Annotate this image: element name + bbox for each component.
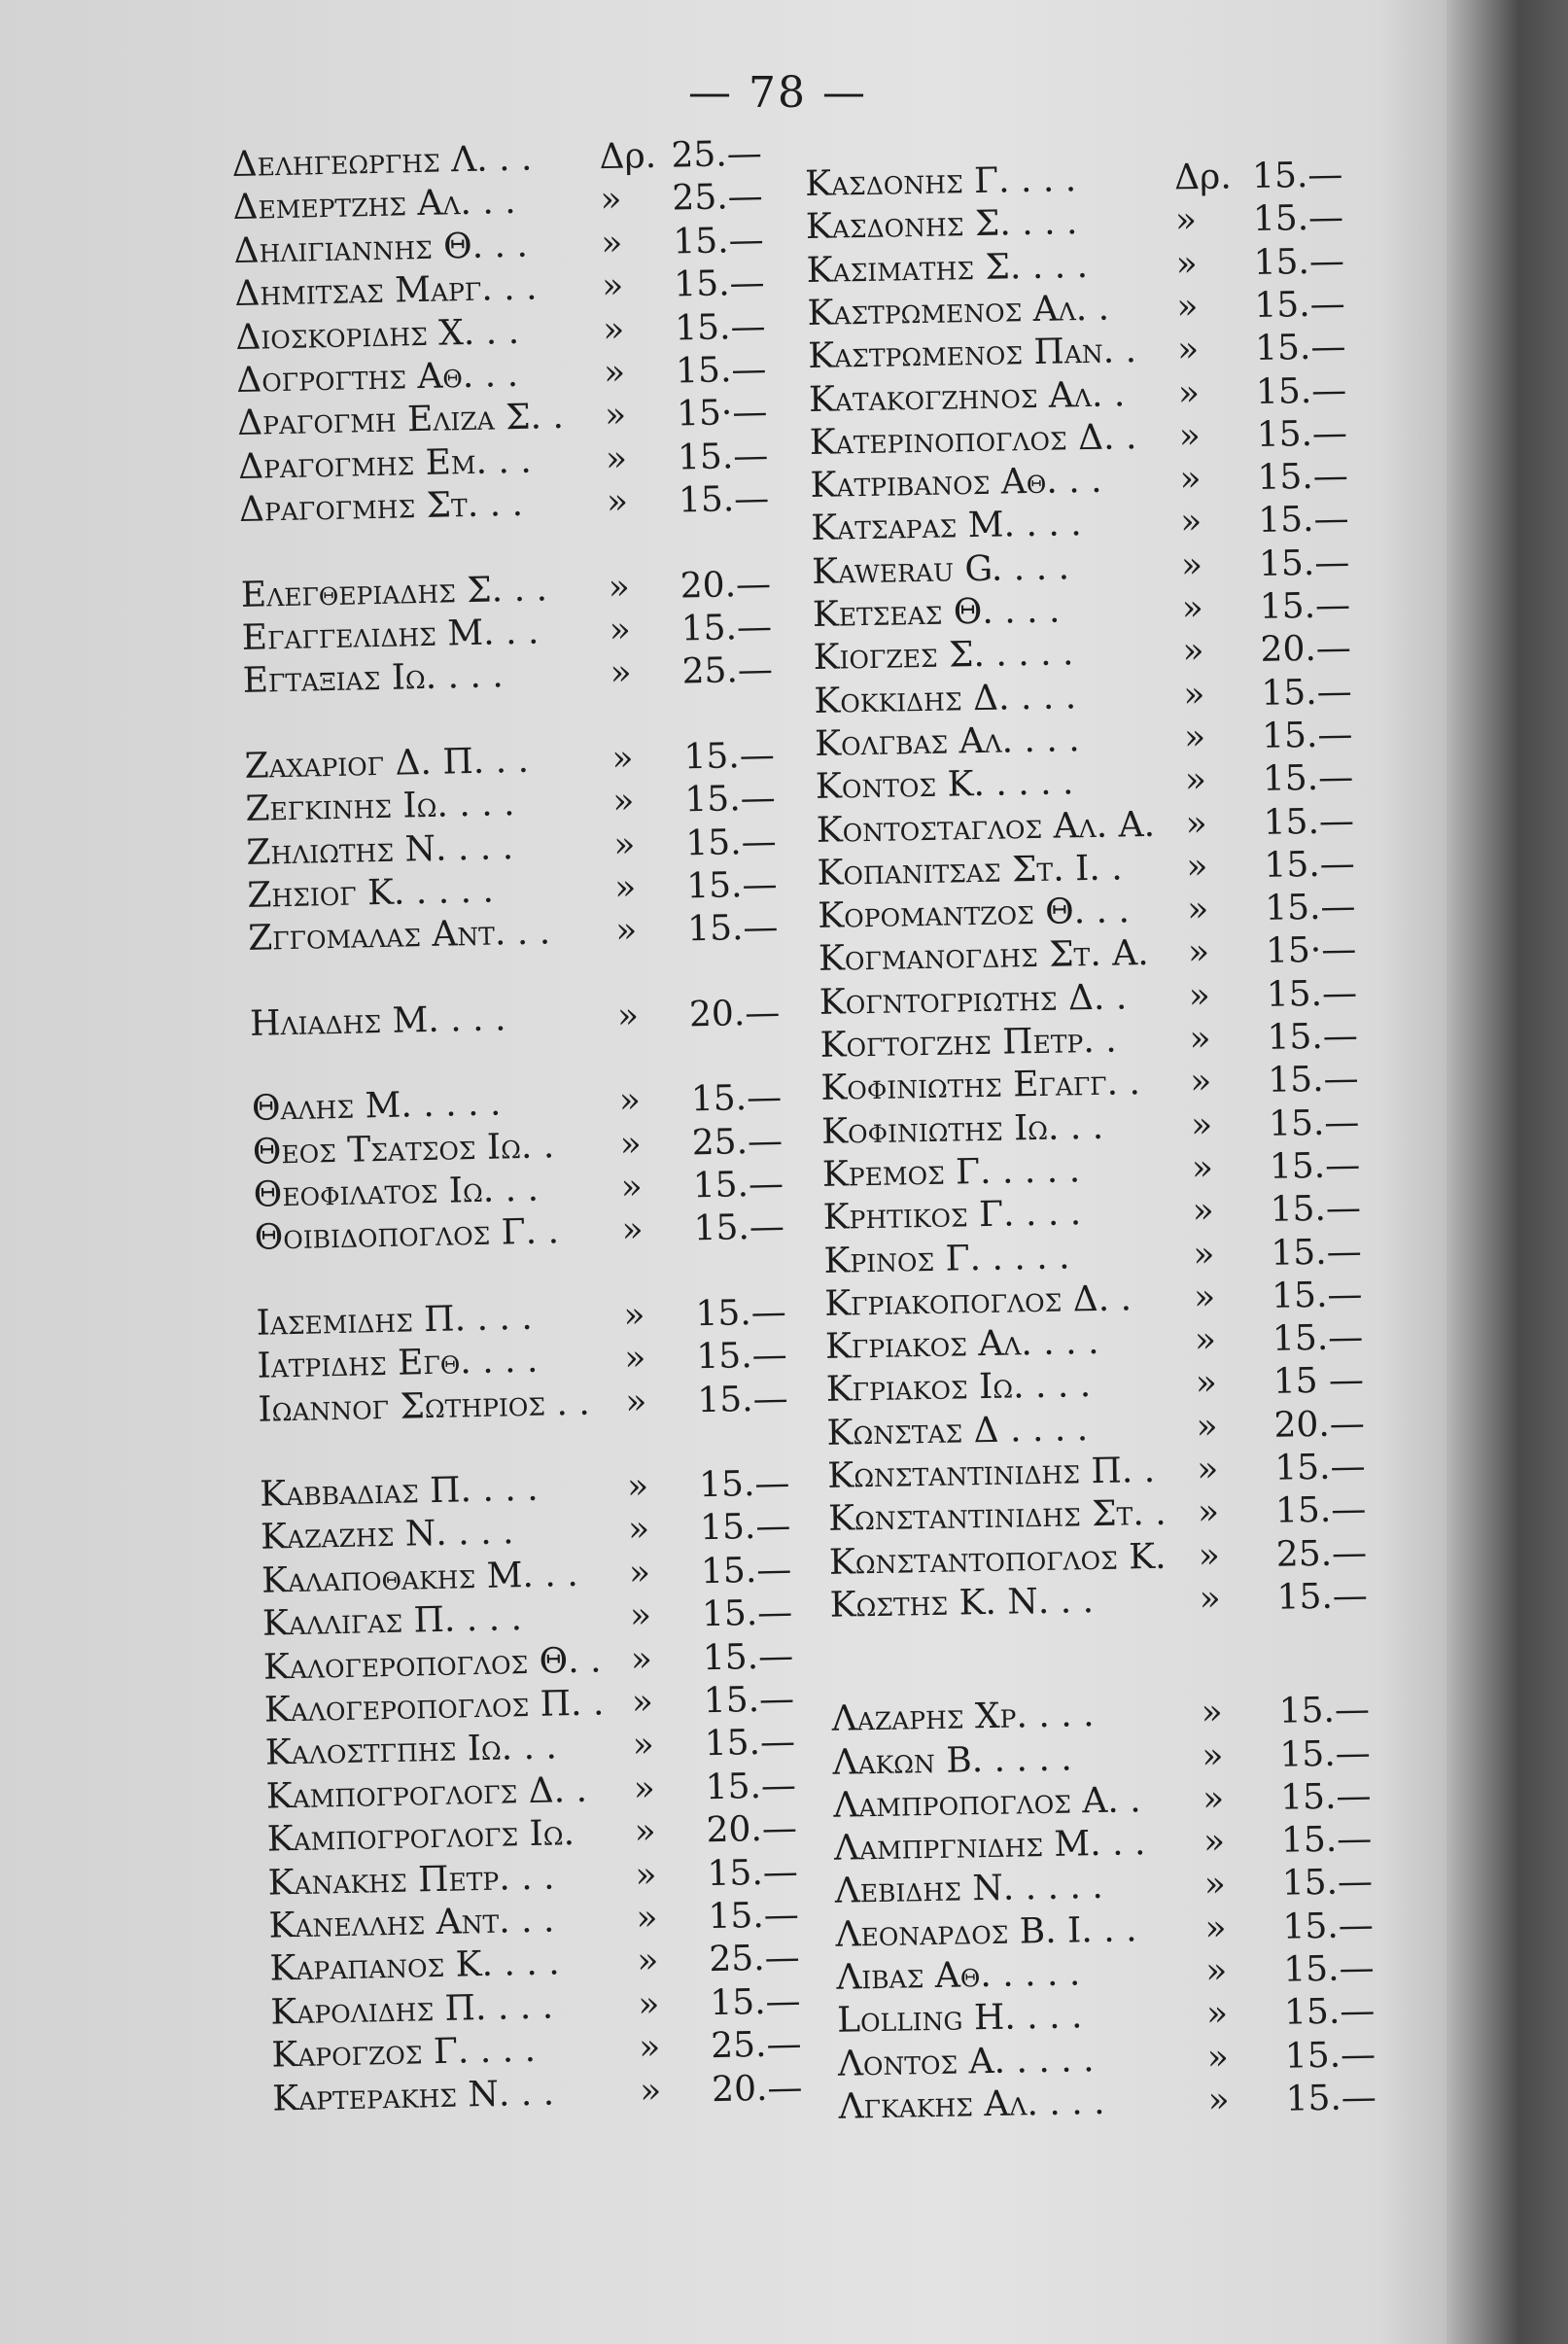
subscriber-name: Λακων Β. . . . . [832,1737,1073,1783]
amount: 15.— [1259,585,1351,627]
subscriber-name: Ιωαννογ Σωτηριος . . [258,1382,591,1430]
subscriber-name: Καρολιδης Π. . . . [269,1986,554,2033]
subscriber-name: Καλοστγπης Ιω. . . [264,1727,558,1774]
currency-mark: » [638,2027,661,2068]
currency-mark: » [1202,1821,1226,1863]
currency-mark: » [611,781,635,822]
amount: 25.— [1275,1532,1368,1575]
currency-mark: » [608,567,631,608]
currency-mark: » [1176,330,1200,370]
currency-mark: » [1179,459,1202,500]
amount: 15.— [1254,327,1346,369]
subscriber-name: Καραπανος Κ. . . . [269,1942,561,1990]
subscriber-name: Κογντογριωτης Δ. . [819,977,1128,1023]
currency-mark: » [605,438,628,479]
subscriber-name: Εγαγγελιδης Μ. . . [241,612,540,658]
amount: 15.— [1266,972,1358,1015]
currency-mark: » [1183,717,1206,758]
currency-mark: » [1194,1319,1217,1361]
amount: 25.— [681,649,774,692]
amount: 15.— [1282,1948,1375,1990]
subscriber-name: Λιβας Αθ. . . . . [836,1953,1081,1998]
subscriber-name: Δογρογτης Αθ. . . [235,354,519,401]
currency-mark: Δρ. [599,135,657,178]
subscriber-name: Δραγογμης Εμ. . . [237,440,533,487]
amount: 20.— [688,993,781,1035]
currency-mark: » [1183,674,1205,715]
amount: 15.— [1262,757,1354,800]
subscriber-name: Καρτερακης Ν. . . [271,2073,555,2119]
subscriber-name: Κασιματης Σ. . . . [806,245,1089,291]
subscriber-name: Ζγγομαλας Αντ. . . [247,912,551,960]
currency-mark: » [601,265,624,307]
currency-mark: » [1204,1907,1227,1948]
subscriber-name: Καμπογρογλογς Ιω. [266,1813,575,1860]
amount: 15.— [708,1895,800,1938]
subscriber-name: Κατσαρας Μ. . . . [810,504,1082,549]
amount: 15.— [677,436,769,478]
amount: 15.— [1276,1576,1369,1618]
amount: 15.— [1264,887,1356,928]
subscriber-name: Κατερινοπογλος Δ. . [809,416,1137,463]
amount: 15.— [1278,1690,1371,1732]
amount: 15.— [703,1679,795,1722]
amount: 15·— [1265,929,1357,972]
amount: 15.— [1285,2077,1377,2119]
amount: 15.— [1261,715,1353,756]
currency-mark: » [1186,889,1209,930]
amount: 25.— [671,133,763,176]
currency-mark: » [1196,1406,1218,1447]
subscriber-name: Δηλιγιαννης Θ. . . [233,225,529,271]
amount: 15.— [1264,844,1356,886]
amount: 15.— [1257,456,1349,499]
amount: 15.— [1253,240,1345,283]
currency-mark: » [1176,286,1199,328]
currency-mark: » [627,1509,650,1551]
amount: 15.— [1283,1991,1376,2034]
currency-mark: » [610,652,633,694]
currency-mark: » [1184,760,1207,801]
subscriber-name: Κρεμος Γ. . . . . [821,1150,1081,1195]
currency-mark: » [600,223,623,263]
amount: 15.— [683,778,777,821]
amount: 15.— [1273,1447,1366,1488]
amount: 15.— [1268,1102,1360,1144]
currency-mark: » [1202,1778,1225,1819]
amount: 15.— [695,1335,788,1378]
subscriber-name: Λαμπροπογλος Α. . [832,1780,1142,1826]
currency-mark: » [1174,200,1198,241]
amount: 15.— [674,306,766,349]
amount: 15.— [1251,155,1343,197]
subscriber-name: Λεοναρδος Β. Ι. . . [835,1909,1137,1955]
currency-mark: » [1177,372,1201,413]
currency-mark: » [1198,1535,1221,1576]
amount: 15.— [684,822,778,864]
amount: 15.— [683,735,776,778]
amount: 15.— [1282,1905,1375,1947]
currency-mark: » [1190,1104,1213,1145]
subscriber-name: Καλογεροπογλος Π. . [263,1683,605,1731]
book-spine-shadow [1446,0,1568,2344]
currency-mark: » [1175,243,1199,284]
currency-mark: » [604,395,627,437]
amount: 15.— [692,1164,784,1207]
currency-mark: » [1186,846,1208,888]
page-number: — 78 — [688,68,867,118]
subscriber-name: Κοντοσταγλος Αλ. Α. [816,804,1156,851]
subscriber-name: Κορομαντζος Θ. . . [817,891,1131,937]
currency-mark: » [616,996,640,1036]
currency-mark: » [612,824,636,865]
amount: 15.— [1270,1188,1362,1231]
subscriber-name: Κγριακος Αλ. . . . [824,1322,1099,1367]
currency-mark: » [629,1595,652,1636]
amount: 15.— [672,220,765,262]
currency-mark: » [1195,1363,1218,1404]
currency-mark: » [637,1984,660,2025]
currency-mark: » [632,1725,655,1767]
subscriber-name: Ζεγκινης Ιω. . . . [245,784,515,830]
amount: 20.— [679,564,772,607]
subscriber-name: Κετσεας Θ. . . . [812,590,1061,635]
list-item [250,992,795,1046]
currency-mark: » [1204,1950,1228,1992]
currency-mark: » [603,352,626,394]
subscriber-name: Καββαδιας Π. . . . [259,1468,539,1515]
subscriber-name: Θοιβιδοπογλος Γ. . [254,1211,560,1259]
subscriber-name: Κγριακοπογλος Δ. . [823,1278,1132,1324]
subscriber-name: Ιατριδης Εγθ. . . . [257,1340,539,1386]
subscriber-name: Εγταξιας Ιω. . . . [242,655,505,702]
amount: 15.— [701,1592,793,1635]
amount: 15.— [699,1506,791,1549]
currency-mark: » [628,1553,651,1593]
amount: 20.— [711,2067,803,2110]
amount: 15.— [1271,1275,1363,1316]
amount: 15.— [696,1378,789,1420]
subscriber-name: Δεμερτζης Αλ. . . [232,182,517,228]
subscriber-name: Κγριακος Ιω. . . . [825,1365,1092,1411]
currency-mark: » [1179,502,1202,542]
amount: 15.— [705,1766,797,1807]
amount: 15.— [1281,1862,1374,1905]
currency-mark: » [630,1638,653,1680]
subscriber-name: Κωστης Κ. Ν. . . [829,1580,1095,1626]
subscriber-name: Θεος Τσατσος Ιω. . [252,1125,555,1172]
amount: 25.— [672,177,764,219]
currency-mark: » [1189,1062,1212,1102]
amount: 15.— [1267,1016,1359,1058]
currency-mark: » [1206,2037,1230,2078]
subscriber-name: Kawerau G. . . . [811,547,1070,592]
subscriber-name: Καλογεροπογλος Θ. . [262,1640,602,1688]
currency-mark: » [1189,1018,1211,1060]
amount: 15.— [685,864,778,907]
amount: 15.— [1280,1819,1373,1861]
subscriber-name: Δραγογμης Στ. . . [238,484,524,531]
subscriber-name: Κρητικος Γ. . . . [822,1193,1082,1239]
amount: 15.— [709,1981,802,2023]
currency-mark: » [1193,1234,1215,1275]
amount: 15.— [698,1463,790,1506]
subscriber-name: Ελεγθεριαδης Σ. . . [240,568,548,615]
subscriber-name: Κανελλης Αντ. . . [268,1900,555,1946]
amount: 15.— [1252,197,1344,240]
subscriber-name: Δραγογμη Ελιζα Σ. . [236,397,565,444]
subscriber-name: Κωνσταντινιδης Στ. . [827,1493,1167,1540]
currency-mark: » [609,610,632,651]
list-item [829,1575,1375,1627]
currency-mark: » [618,1080,642,1122]
subscriber-name: Καστρωμενος Αλ. . [807,288,1110,333]
amount: 15.— [1284,2034,1376,2077]
currency-mark: » [600,180,622,221]
subscriber-name: Κοκκιδης Δ. . . . [814,676,1077,721]
subscriber-name: Ιασεμιδης Π. . . . [256,1297,534,1344]
amount: 20.— [1260,628,1352,671]
subscriber-name: Κανακης Πετρ. . . [267,1857,555,1904]
currency-mark: » [631,1682,654,1723]
amount: 15.— [1263,800,1355,843]
currency-mark: » [1191,1147,1214,1189]
subscriber-name: Δεληγεωργης Λ. . . [231,138,533,186]
subscriber-name: Ζησιογ Κ. . . . . [246,870,495,916]
currency-mark: Δρ. [1173,157,1233,198]
currency-mark: » [1197,1492,1220,1533]
subscriber-name: Καστρωμενος Παν. . [807,331,1137,377]
amount: 20.— [706,1808,798,1851]
subscriber-name: Δημιτσας Μαργ. . . [233,267,538,315]
subscriber-name: Κωνστας Δ . . . . [826,1408,1089,1453]
currency-mark: » [1187,932,1210,973]
amount: 15.— [1271,1231,1363,1274]
currency-mark: » [635,1854,658,1896]
amount: 25.— [710,2024,802,2067]
amount: 25.— [708,1938,801,1980]
amount: 15.— [1267,1059,1359,1102]
subscriber-name: Ζηλιωτης Ν. . . . [246,826,514,873]
currency-mark: » [611,738,634,779]
currency-mark: » [619,1124,643,1165]
subscriber-name: Καλαποθακης Μ. . . [261,1554,579,1601]
amount: 15.— [1272,1317,1364,1359]
subscriber-name: Λαμπργνιδης Μ. . . [833,1823,1146,1869]
currency-mark: » [639,2070,662,2112]
currency-mark: » [1180,544,1203,586]
amount: 20.— [1273,1403,1366,1446]
amount: 15.— [673,262,765,305]
subscriber-name: Κασδονης Γ. . . . [804,159,1077,205]
subscriber-name: Κατριβανος Αθ. . . [810,460,1102,507]
currency-mark: » [636,1898,658,1939]
amount: 15.— [1254,284,1346,326]
currency-mark: » [1178,415,1202,457]
subscriber-name: Κοντος Κ. . . . . [815,762,1074,808]
currency-mark: » [1203,1865,1227,1906]
currency-mark: » [1201,1692,1224,1733]
subscriber-name: Κοφινιωτης Ιω. . . [820,1106,1104,1152]
currency-mark: » [620,1167,644,1207]
amount: 15.— [686,907,779,950]
amount: 15 — [1272,1360,1365,1403]
amount: 15.— [1255,369,1347,412]
amount: 15.— [690,1077,783,1120]
amount: 15.— [1274,1489,1367,1532]
subscriber-name: Θεοφιλατος Ιω. . . [253,1169,540,1215]
amount: 15.— [1279,1775,1372,1818]
currency-mark: » [1196,1449,1219,1490]
currency-mark: » [633,1768,656,1809]
currency-mark: » [1181,587,1204,629]
subscriber-name: Λαζαρης Χρ. . . . [831,1695,1095,1739]
currency-mark: » [634,1811,657,1852]
subscriber-name: Ζαχαριογ Δ. Π. . . [244,740,530,787]
currency-mark: » [636,1941,659,1982]
currency-mark: » [1185,803,1208,844]
amount: 15.— [1258,542,1350,584]
subscriber-name: Κογτογζης Πετρ. . [819,1020,1117,1066]
subscriber-name: Λγκακης Αλ. . . . [838,2082,1105,2127]
subscriber-name: Κατακογζηνος Αλ. . [808,373,1126,420]
amount: 15.— [678,478,770,521]
currency-mark: » [623,1338,646,1380]
subscriber-name: Κιογζες Σ. . . . . [813,633,1074,679]
currency-mark: » [1182,631,1204,672]
currency-mark: » [621,1209,645,1251]
subscriber-name: Κοφινιωτης Εγαγγ. . [820,1063,1141,1109]
subscriber-name: Κολγβας Αλ. . . . [814,719,1081,764]
subscriber-name: Καμπογρογλογς Δ. . [265,1769,588,1817]
subscriber-name: Καζαζης Ν. . . . [260,1512,514,1558]
amount: 15.— [1256,413,1348,455]
amount: 15.— [700,1550,792,1592]
amount: 15.— [702,1635,794,1678]
amount: 15·— [676,392,768,435]
currency-mark: » [1188,975,1211,1016]
currency-mark: » [624,1381,647,1422]
subscriber-name: Λεβιδης Ν. . . . . [834,1867,1104,1912]
currency-mark: » [602,309,625,350]
amount: 15.— [693,1207,785,1249]
subscriber-name: Lolling H. . . . [836,1996,1083,2042]
subscriber-name: Καλλιγας Π. . . . [261,1598,523,1644]
amount: 15.— [1269,1145,1361,1187]
currency-mark: » [623,1295,645,1336]
subscriber-name: Κοπανιτσας Στ. Ι. . [817,848,1123,893]
amount: 15.— [1279,1732,1372,1775]
subscriber-name: Θαλης Μ. . . . . [251,1083,502,1130]
amount: 15.— [1261,671,1352,714]
amount: 15.— [695,1292,787,1335]
currency-mark: » [1207,2080,1231,2120]
subscriber-name: Καρογζος Γ. . . . [270,2030,537,2076]
subscriber-name: Κρινος Γ. . . . . [823,1236,1070,1281]
currency-mark: » [1193,1277,1216,1318]
amount: 15.— [675,349,767,392]
subscriber-name: Κασδονης Σ. . . . [805,202,1078,248]
subscriber-name: Λοντος Α. . . . . [837,2039,1095,2084]
currency-mark: » [614,910,638,952]
subscriber-name: Διοσκοριδης Χ. . . [234,311,520,358]
currency-mark: » [626,1466,649,1507]
amount: 15.— [704,1722,796,1765]
amount: 15.— [1257,499,1349,542]
currency-mark: » [1192,1191,1215,1232]
subscriber-name: Ηλιαδης Μ. . . . [249,998,506,1044]
currency-mark: » [606,481,629,523]
subscriber-name: Κωνσταντινιδης Π. . [827,1450,1156,1496]
list-item [838,2077,1383,2129]
amount: 15.— [707,1851,799,1894]
currency-mark: » [613,867,637,908]
currency-mark: » [1202,1735,1224,1776]
subscriber-name: Κογμανογδης Στ. Α. [818,933,1149,980]
subscriber-name: Κωνσταντοπογλος Κ. [828,1536,1167,1583]
amount: 25.— [691,1120,784,1163]
amount: 15.— [680,607,773,649]
currency-mark: » [1205,1994,1229,2035]
currency-mark: » [1199,1578,1222,1620]
